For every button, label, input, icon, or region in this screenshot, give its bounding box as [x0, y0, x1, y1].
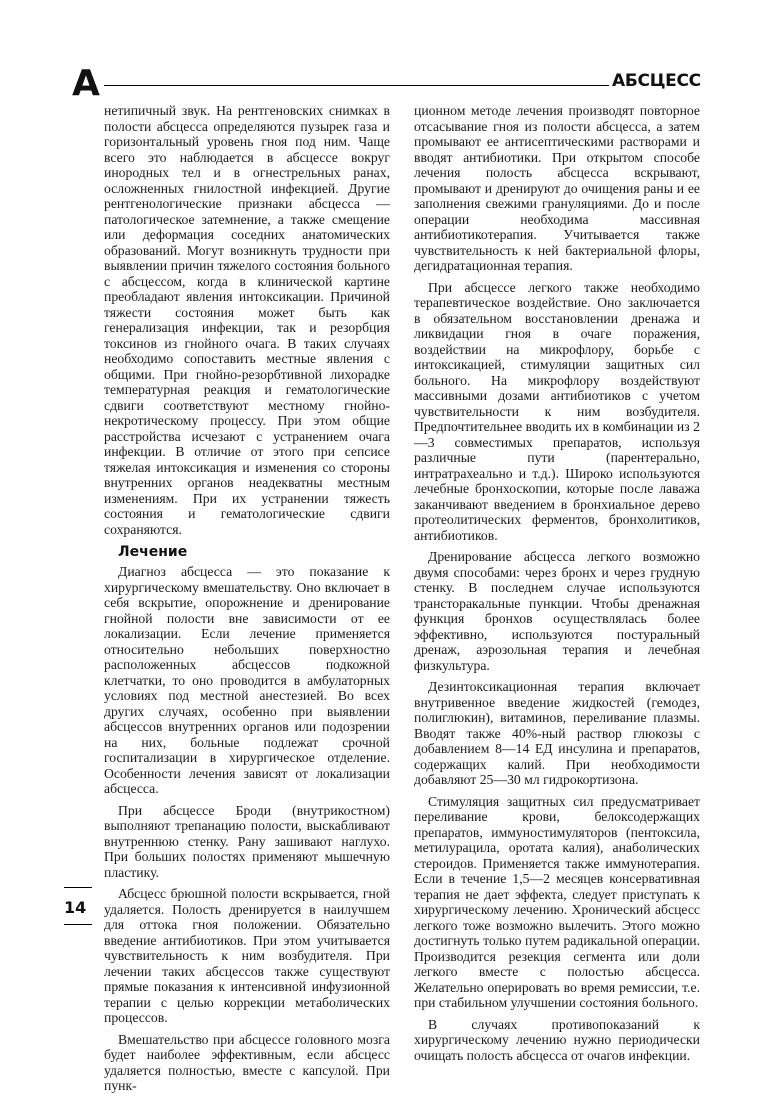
paragraph: ционном методе лечения производят повторное отсасывание гноя из полости абсцесса, а затем промывают ее антисептическими растворами и вводят антибиотики. При открытом способе лечения полость абсцесса вскрывают, промывают и дренируют до очищения раны и ее заполнения свежими грануляциями. До и после операции необходима массивная антибиотикотерапия. Учитывается также чувствительность к ней бактериальной флоры, дегидратационная терапия.: [414, 103, 700, 273]
paragraph: Дренирование абсцесса легкого возможно двумя способами: через бронх и через грудную стенку. В последнем случае используются трансторакальные пункции. Чтобы дренажная функция бронхов осуществлялась более эффективно, используются постуральный дренаж, аэрозольная терапия и лечебная физкультура.: [414, 549, 700, 673]
paragraph: Дезинтоксикационная терапия включает внутривенное введение жидкостей (гемодез, полиглюкин), витаминов, переливание плазмы. Вводят также 40%-ный раствор глюкозы с добавлением 8—14 ЕД инсулина и препаратов, содержащих калий. При необходимости добавляют 25—30 мл гидрокортизона.: [414, 679, 700, 787]
left-column: [104, 103, 390, 1100]
page-number-rule-bottom: [64, 924, 92, 925]
page-number-rule-top: [64, 887, 92, 888]
section-heading: Лечение: [118, 544, 188, 560]
paragraph: При абсцессе легкого также необходимо терапевтическое воздействие. Оно заключается в обязательном восстановлении дренажа и ликвидации гноя в очаге поражения, воздействии на микрофлору, борьбе с интоксикацией, стимуляции защитных сил больного. На микрофлору воздействуют массивными дозами антибиотиков с учетом чувствительности к ним возбудителя. Предпочтительнее вводить их в комбинации из 2—3 совместимых препаратов, используя различные пути (парентерально, интратрахеально и т.д.). Широко используются лечебные бронхоскопии, которые после лаважа заканчивают введением в бронхиальное дерево протеолитических ферментов, бронхолитиков, антибиотиков.: [414, 279, 700, 543]
section-letter: А: [72, 63, 100, 104]
paragraph: нетипичный звук. На рентгеновских снимках в полости абсцесса определяются пузырек газа и горизонтальный уровень гноя под ним. Чаще всего это наблюдается в абсцессе вокруг инородных тел и в огнестрельных ранах, осложненных гнилостной инфекцией. Другие рентгенологические признаки абсцесса — патологическое затемнение, а также смещение или деформация соседних анатомических образований. Могут возникнуть трудности при выявлении причин тяжелого состояния больного с абсцессом, когда в клинической картине преобладают явления интоксикации. Причиной тяжести состояния может быть как генерализация инфекции, так и резорбция токсинов из гнойного очага. В таких случаях необходимо сопоставить местные явления с общими. При гнойно-резорбтивной лихорадке температурная реакция и гематологические сдвиги соответствуют местному гнойно-некротическому процессу. При этом общие расстройства исчезают с устранением очага инфекции. В отличие от этого при сепсисе тяжелая интоксикация и изменения со стороны внутренних органов неадекватны местным изменениям. При их устранении тяжесть состояния и гематологические сдвиги сохраняются.: [104, 103, 390, 537]
paragraph: Абсцесс брюшной полости вскрывается, гной удаляется. Полость дренируется в наилучшем для оттока гноя положении. Обязательно введение антибиотиков. При этом учитывается чувствительность к ним возбудителя. При лечении таких абсцессов также существуют прямые показания к интенсивной инфузионной терапии с целью коррекции метаболических процессов.: [104, 886, 390, 1025]
running-title: АБСЦЕСС: [612, 71, 701, 91]
paragraph: При абсцессе Броди (внутрикостном) выполняют трепанацию полости, выскабливают внутреннюю стенку. Рану зашивают наглухо. При больших полостях применяют мышечную пластику.: [104, 802, 390, 880]
paragraph: Диагноз абсцесса — это показание к хирургическому вмешательству. Оно включает в себя вскрытие, опорожнение и дренирование гнойной полости вне зависимости от ее локализации. Если лечение применяется относительно небольших поверхностно расположенных абсцессов подкожной клетчатки, то оно проводится в амбулаторных условиях под местной анестезией. Во всех других случаях, особенно при выявлении абсцессов внутренних органов или подозрении на них, больные подлежат срочной госпитализации в хирургическое отделение. Особенности лечения зависят от локализации абсцесса.: [104, 564, 390, 796]
page-number: 14: [64, 898, 87, 917]
paragraph: В случаях противопоказаний к хирургическому лечению нужно периодически очищать полость абсцесса от очагов инфекции.: [414, 1016, 700, 1063]
paragraph: Вмешательство при абсцессе головного мозга будет наиболее эффективным, если абсцесс удаляется полностью, вместе с капсулой. При пунк-: [104, 1031, 390, 1093]
right-column: [414, 103, 700, 1069]
paragraph: Стимуляция защитных сил предусматривает переливание крови, белоксодержащих препаратов, иммуностимуляторов (пентоксила, метилурацила, оротата калия), анаболических стероидов. Применяется также иммунотерапия. Если в течение 1,5—2 месяцев консервативная терапия не дает эффекта, следует приступать к хирургическому лечению. Хронический абсцесс легкого тоже возможно вылечить. Этого можно достигнуть только путем радикальной операции. Производится резекция сегмента или доли легкого вместе с полостью абсцесса. Желательно оперировать во время ремиссии, т.е. при стабильном улучшении состояния больного.: [414, 793, 700, 1010]
header-rule: [104, 85, 609, 86]
